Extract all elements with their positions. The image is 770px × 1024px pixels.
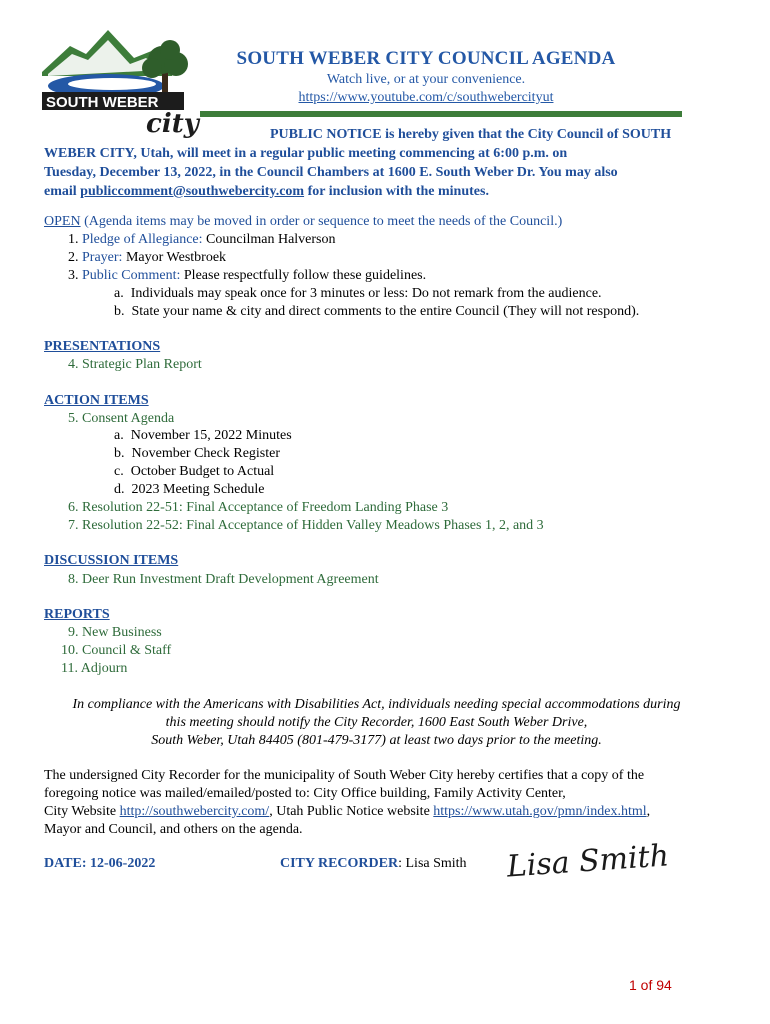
item-label: Pledge of Allegiance: xyxy=(82,232,203,247)
item-number: 5. xyxy=(68,411,79,426)
notice-email-suffix: for inclusion with the minutes. xyxy=(304,184,489,199)
subitem-text: Individuals may speak once for 3 minutes or less: Do not remark from the audience. xyxy=(130,286,602,301)
action-items-heading: ACTION ITEMS xyxy=(44,393,149,408)
agenda-item xyxy=(68,249,226,267)
agenda-item xyxy=(68,624,162,642)
agenda-subitem xyxy=(114,303,639,321)
cert-line-3-suffix: , xyxy=(646,804,651,819)
subitem-text: State your name & city and direct comments to the entire Council (They will not respond). xyxy=(131,304,640,319)
agenda-item xyxy=(68,410,174,428)
subitem-text: November Check Register xyxy=(131,446,281,461)
item-number: 7. xyxy=(68,518,79,533)
subitem-letter: c. xyxy=(114,464,124,479)
agenda-item xyxy=(61,660,127,678)
agenda-item xyxy=(68,517,544,535)
notice-email-prefix: email xyxy=(44,184,81,199)
south-weber-city-logo xyxy=(42,28,214,140)
notice-line-2: WEBER CITY, Utah, will meet in a regular public meeting commencing at 6:00 p.m. on xyxy=(44,146,568,161)
cert-line-3-prefix: City Website xyxy=(44,804,120,819)
agenda-item xyxy=(68,356,202,374)
item-number: 6. xyxy=(68,500,79,515)
agenda-item xyxy=(68,267,426,285)
cert-line-4: Mayor and Council, and others on the agenda. xyxy=(44,822,303,837)
agenda-date: DATE: 12-06-2022 xyxy=(44,856,156,871)
item-number: 4. xyxy=(68,357,79,372)
subitem-text: 2023 Meeting Schedule xyxy=(131,482,265,497)
item-number: 3. xyxy=(68,268,79,283)
subitem-letter: d. xyxy=(114,482,125,497)
open-heading: OPEN xyxy=(44,214,81,229)
ada-line-2: this meeting should notify the City Recorder, 1600 East South Weber Drive, xyxy=(165,715,588,730)
agenda-subitem xyxy=(114,463,274,481)
item-number: 8. xyxy=(68,572,79,587)
item-text: Adjourn xyxy=(80,661,128,676)
cert-line-3-mid: , Utah Public Notice website xyxy=(269,804,434,819)
item-text: Resolution 22-51: Final Acceptance of Freedom Landing Phase 3 xyxy=(82,500,449,515)
agenda-subitem xyxy=(114,427,292,445)
subitem-letter: a. xyxy=(114,286,124,301)
subitem-letter: a. xyxy=(114,428,124,443)
item-number: 11. xyxy=(61,661,78,676)
agenda-title: SOUTH WEBER CITY COUNCIL AGENDA xyxy=(236,48,616,69)
public-notice xyxy=(44,125,709,201)
discussion-items-heading: DISCUSSION ITEMS xyxy=(44,553,179,568)
agenda-subitem xyxy=(114,481,264,499)
subitem-text: November 15, 2022 Minutes xyxy=(130,428,292,443)
subitem-letter: b. xyxy=(114,446,125,461)
page-number: 1 of 94 xyxy=(629,977,672,993)
item-value: Mayor Westbroek xyxy=(122,250,227,265)
ada-line-3: South Weber, Utah 84405 (801-479-3177) at least two days prior to the meeting. xyxy=(151,733,602,748)
item-text: New Business xyxy=(82,625,162,640)
public-comment-email-link[interactable]: publiccomment@southwebercity.com xyxy=(80,184,305,199)
agenda-item xyxy=(61,642,171,660)
item-number: 10. xyxy=(61,643,79,658)
item-label: Public Comment: xyxy=(82,268,181,283)
item-label: Prayer: xyxy=(82,250,123,265)
recorder-label: CITY RECORDER xyxy=(280,856,399,871)
cert-line-2: foregoing notice was mailed/emailed/posted to: City Office building, Family Activity Center, xyxy=(44,786,566,801)
cert-line-1: The undersigned City Recorder for the municipality of South Weber City hereby certifies that a copy of the xyxy=(44,768,645,783)
item-text: Council & Staff xyxy=(82,643,172,658)
signature-text: Lisa Smith xyxy=(505,838,671,885)
agenda-item xyxy=(68,571,379,589)
ada-statement xyxy=(44,696,709,750)
item-value: Councilman Halverson xyxy=(202,232,336,247)
item-number: 1. xyxy=(68,232,79,247)
reports-heading: REPORTS xyxy=(44,607,110,622)
agenda-subitem xyxy=(114,445,280,463)
logo-text-south-weber: SOUTH WEBER xyxy=(46,94,159,111)
presentations-heading: PRESENTATIONS xyxy=(44,339,161,354)
logo-text-city: city xyxy=(146,109,199,139)
item-number: 9. xyxy=(68,625,79,640)
header-divider xyxy=(200,111,682,117)
item-text: Consent Agenda xyxy=(82,411,175,426)
agenda-subitem xyxy=(114,285,602,303)
recorder-signature xyxy=(503,836,671,888)
open-note: (Agenda items may be moved in order or sequence to meet the needs of the Council.) xyxy=(80,214,563,229)
subitem-letter: b. xyxy=(114,304,125,319)
notice-line-1: PUBLIC NOTICE is hereby given that the City Council of SOUTH xyxy=(270,127,672,142)
youtube-link[interactable]: https://www.youtube.com/c/southwebercityut xyxy=(298,90,554,105)
city-recorder xyxy=(280,856,467,872)
notice-line-3: Tuesday, December 13, 2022, in the Council Chambers at 1600 E. South Weber Dr. You may also xyxy=(44,165,618,180)
cert-line-3 xyxy=(44,803,724,821)
agenda-item xyxy=(68,499,448,517)
item-value: Please respectfully follow these guidelines. xyxy=(180,268,427,283)
city-website-link[interactable]: http://southwebercity.com/ xyxy=(119,804,270,819)
subitem-text: October Budget to Actual xyxy=(130,464,275,479)
item-number: 2. xyxy=(68,250,79,265)
watch-live-text: Watch live, or at your convenience. xyxy=(326,72,526,87)
utah-pmn-link[interactable]: https://www.utah.gov/pmn/index.html xyxy=(433,804,647,819)
ada-line-1: In compliance with the Americans with Disabilities Act, individuals needing special accommodations during xyxy=(72,697,681,712)
agenda-item xyxy=(68,231,336,249)
notice-line-4 xyxy=(44,182,709,201)
item-text: Resolution 22-52: Final Acceptance of Hidden Valley Meadows Phases 1, 2, and 3 xyxy=(82,518,544,533)
certification-paragraph xyxy=(44,767,724,839)
item-text: Strategic Plan Report xyxy=(82,357,202,372)
recorder-name: : Lisa Smith xyxy=(398,856,467,871)
item-text: Deer Run Investment Draft Development Agreement xyxy=(82,572,379,587)
open-heading-row xyxy=(44,213,562,231)
